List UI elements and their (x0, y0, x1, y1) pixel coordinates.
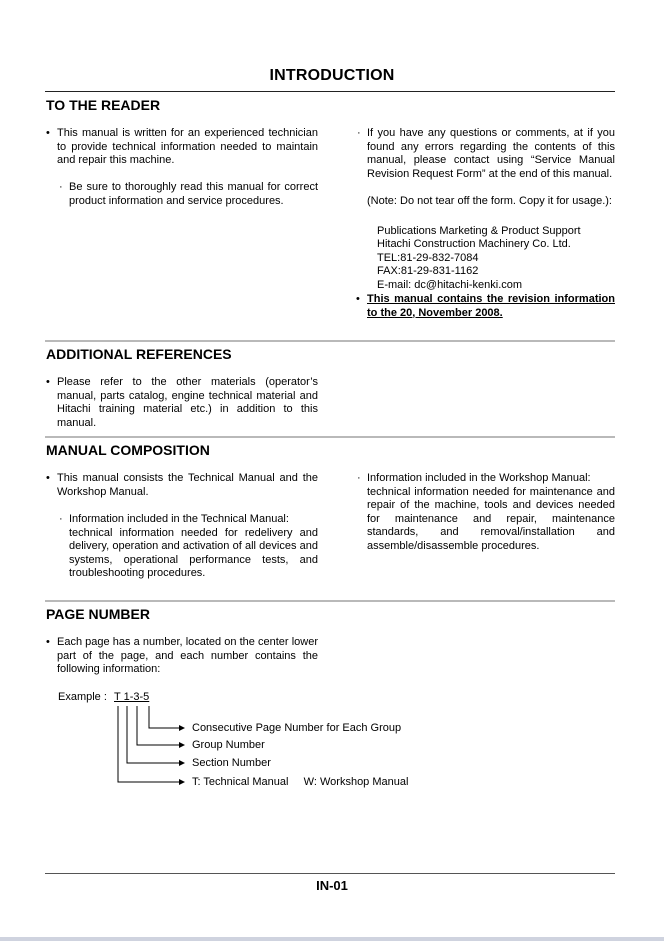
footer-rule (45, 873, 615, 874)
bullet-dot: • (46, 636, 50, 648)
example-label: Example : (58, 691, 107, 703)
contact-tel: TEL:81-29-832-7084 (377, 252, 479, 264)
revision-note: • This manual contains the revision information to the 20, November 2008. (356, 293, 615, 319)
callout-section: Section Number (192, 757, 271, 769)
arrowhead (179, 779, 185, 785)
dash-mark: · (59, 513, 63, 525)
reader-bullet-1: • This manual is written for an experienced technician to provide technical information needed to maintain and repair this machine. (46, 127, 318, 166)
example-code: T 1-3-5 (114, 691, 150, 703)
leader-line-page (149, 706, 184, 728)
bullet-dot: • (356, 293, 360, 305)
bullet-dot: • (46, 127, 50, 139)
callout-group: Group Number (192, 739, 265, 751)
arrowhead (179, 742, 185, 748)
leader-line-group (137, 706, 184, 745)
composition-bullet-1: • This manual consists the Technical Manual and the Workshop Manual. (46, 472, 318, 498)
contact-email: E-mail: dc@hitachi-kenki.com (377, 279, 523, 291)
viewer-bottom-edge (0, 937, 664, 941)
section-heading-additional-references: ADDITIONAL REFERENCES (46, 346, 232, 362)
leader-line-manual (118, 706, 184, 782)
reader-dash-1: · Be sure to thoroughly read this manual for correct product information and service procedures. (59, 181, 318, 207)
contact-line-2: Hitachi Construction Machinery Co. Ltd. (377, 238, 571, 250)
dash-mark: · (59, 181, 63, 193)
bullet-dot: • (46, 376, 50, 388)
page-number-bullet-1: • Each page has a number, located on the center lower part of the page, and each number contains the following information: (46, 636, 318, 675)
bullet-dot: • (46, 472, 50, 484)
reader-dash-right: · If you have any questions or comments, at if you found any errors regarding the contents of this manual, please contact using “Service Manual Revision Request Form” at the end of this manual. (357, 127, 615, 180)
arrowhead (179, 725, 185, 731)
arrowhead (179, 760, 185, 766)
leader-line-section (127, 706, 184, 763)
reader-note: (Note: Do not tear off the form. Copy it for usage.): (367, 195, 612, 207)
contact-line-1: Publications Marketing & Product Support (377, 225, 581, 237)
page-number-footer: IN-01 (316, 878, 348, 893)
contact-fax: FAX:81-29-831-1162 (377, 265, 479, 277)
composition-dash-technical: · Information included in the Technical Manual: technical information needed for redelivery and delivery, operation and activation of all devices and systems, operational performance tests, and troubleshooting procedures. (59, 513, 318, 579)
page-title: INTRODUCTION (269, 67, 395, 84)
section-heading-manual-composition: MANUAL COMPOSITION (46, 442, 210, 458)
callout-page: Consecutive Page Number for Each Group (192, 722, 402, 734)
references-bullet-1: • Please refer to the other materials (operator’s manual, parts catalog, engine technical material and Hitachi training material etc.) in addition to this manual. (46, 376, 318, 429)
section-heading-to-the-reader: TO THE READER (46, 97, 161, 113)
callout-manual-type: T: Technical Manual W: Workshop Manual (192, 776, 409, 788)
dash-mark: · (357, 472, 361, 484)
dash-mark: · (357, 127, 361, 139)
composition-dash-workshop: · Information included in the Workshop Manual: technical information needed for maintenance and repair of the machine, tools and devices needed for maintenance and repair, maintenance standards, and removal/installation and assemble/disassemble procedures. (357, 472, 615, 552)
section-heading-page-number: PAGE NUMBER (46, 606, 150, 622)
